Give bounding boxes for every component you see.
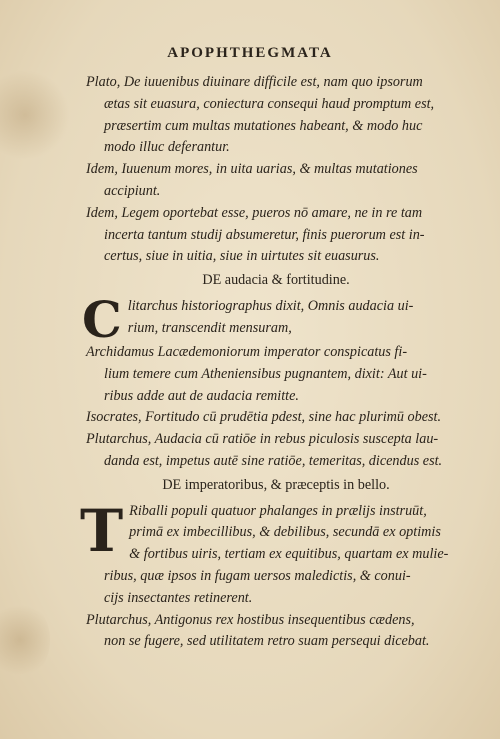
text-line: cijs insectantes retinerent. <box>104 589 253 606</box>
text-line: & fortibus uiris, tertiam ex equitibus, quartam ex mulie- <box>129 546 449 563</box>
text-line: non se fugere, sed utilitatem retro suam persequi dicebat. <box>104 633 430 650</box>
triballi-paragraph <box>80 496 466 610</box>
text-line: ribus, quæ ipsos in fugam uersos maledictis, & conui- <box>104 567 411 584</box>
body-text <box>80 72 466 653</box>
text-line: incerta tantum studij absumeretur, finis puerorum est in- <box>104 226 425 243</box>
section-heading: DE audacia & fortitudine. <box>202 272 350 289</box>
text-line: Plutarchus, Antigonus rex hostibus insequentibus cædens, <box>86 611 415 628</box>
text-line: Idem, Iuuenum mores, in uita uarias, & multas mutationes <box>86 161 418 178</box>
section-heading: DE imperatoribus, & præceptis in bello. <box>162 476 390 493</box>
text-line: Isocrates, Fortitudo cū prudētia pdest, sine hac plurimū obest. <box>86 409 442 426</box>
drop-cap: C <box>82 289 122 349</box>
text-line: Archidamus Lacædemoniorum imperator conspicatus fi- <box>86 343 408 360</box>
text-line: Plato, De iuuenibus diuinare difficile est, nam quo ipsorum <box>86 74 423 90</box>
page-stain <box>0 70 70 160</box>
text-line: litarchus historiographus dixit, Omnis audacia ui- <box>127 297 414 314</box>
text-line: lium temere cum Atheniensibus pugnantem, dixit: Aut ui- <box>104 365 427 382</box>
text-line: Plutarchus, Audacia cū ratiōe in rebus piculosis suscepta lau- <box>86 431 439 448</box>
text-line: Idem, Legem oportebat esse, pueros nō amare, ne in re tam <box>86 204 423 221</box>
running-head: APOPHTHEGMATA <box>167 45 333 61</box>
text-line: ætas sit euasura, coniectura consequi haud promptum est, <box>104 95 435 112</box>
drop-cap: T <box>80 496 124 565</box>
text-line: certus, siue in uitia, siue in uirtutes sit euasurus. <box>104 248 380 265</box>
text-line: ribus adde aut de audacia remitte. <box>104 387 299 404</box>
text-line: rium, transcendit mensuram, <box>127 319 292 336</box>
page-stain <box>0 600 50 680</box>
text-line: Riballi populi quatuor phalanges in prælijs instruūt, <box>129 502 427 519</box>
clitarchus-paragraph <box>82 289 466 349</box>
text-line: modo illuc deferantur. <box>104 139 230 156</box>
text-line: danda est, impetus autē sine ratiōe, temeritas, dicendus est. <box>104 452 443 469</box>
text-line: primā ex imbecillibus, & debilibus, secundā ex optimis <box>129 524 441 541</box>
text-line: præsertim cum multas mutationes habeant, & modo huc <box>104 117 423 134</box>
text-line: accipiunt. <box>104 182 161 199</box>
